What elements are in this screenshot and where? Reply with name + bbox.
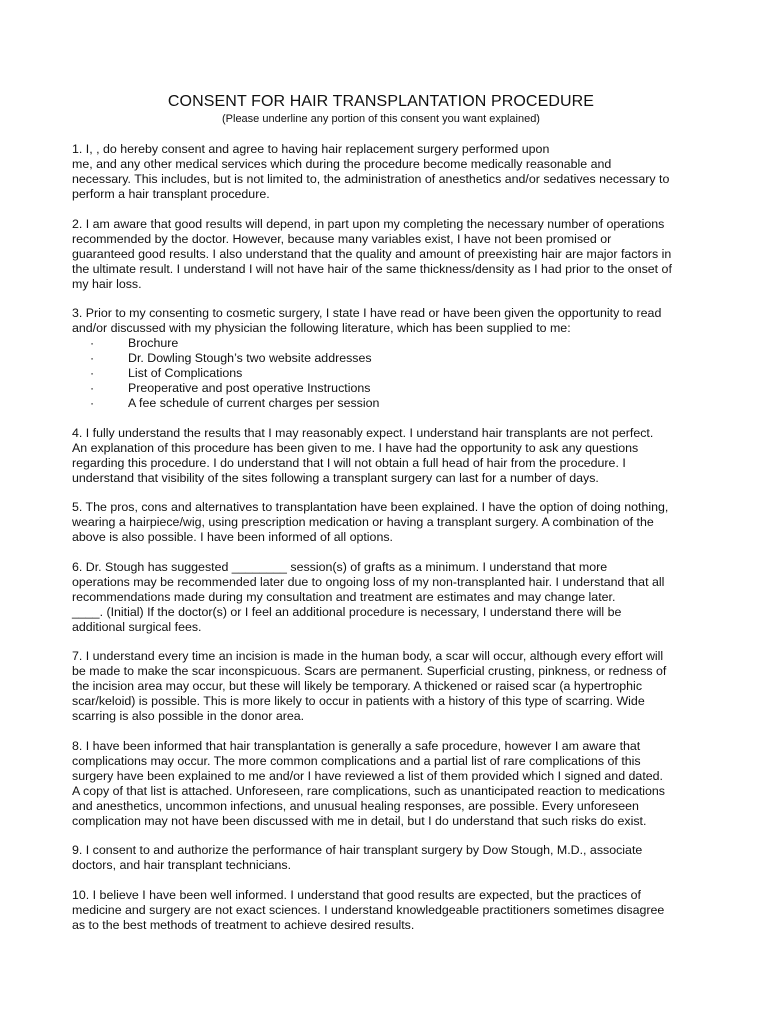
document-subtitle: (Please underline any portion of this consent you want explained) xyxy=(222,113,540,125)
paragraph-3 xyxy=(72,306,690,411)
literature-list xyxy=(72,336,690,411)
paragraph-10: 10. I believe I have been well informed. I understand that good results are expected, but the practices of medicine and surgery are not exact sciences. I understand knowledgeable practitioners sometimes disagree as to the best methods of treatment to achieve desired results. xyxy=(72,887,665,932)
consent-document xyxy=(72,92,690,947)
paragraph-5: 5. The pros, cons and alternatives to transplantation have been explained. I have the option of doing nothing, wearing a hairpiece/wig, using prescription medication or having a transplant surgery. A combination of the above is also possible. I have been informed of all options. xyxy=(72,500,669,544)
bullet-icon: · xyxy=(90,381,95,395)
list-item-label: Preoperative and post operative Instructions xyxy=(128,381,371,395)
list-item-label: Dr. Dowling Stough’s two website addresses xyxy=(128,351,372,365)
bullet-icon: · xyxy=(90,336,95,350)
list-item-label: A fee schedule of current charges per session xyxy=(128,396,380,410)
paragraph-3-intro: 3. Prior to my consenting to cosmetic surgery, I state I have read or have been given the opportunity to read and/or discussed with my physician the following literature, which has been supplied to me: xyxy=(72,306,662,335)
paragraph-4: 4. I fully understand the results that I may reasonably expect. I understand hair transplants are not perfect. An explanation of this procedure has been given to me. I have had the opportunity to ask any questions regarding this procedure. I do understand that I will not obtain a full head of hair from the procedure. I understand that visibility of the sites following a transplant surgery can last for a number of days. xyxy=(72,425,654,485)
paragraph-1: 1. I, , do hereby consent and agree to having hair replacement surgery performed upon me, and any other medical services which during the procedure become medically reasonable and necessary. This includes, but is not limited to, the administration of anesthetics and/or sedatives necessary to perform a hair transplant procedure. xyxy=(72,142,670,201)
paragraph-7: 7. I understand every time an incision is made in the human body, a scar will occur, although every effort will be made to make the scar inconspicuous. Scars are permanent. Superficial crusting, pinkness, or redness of the incision area may occur, but these will likely be temporary. A thickened or raised scar (a hypertrophic scar/keloid) is possible. This is more likely to occur in patients with a history of this type of scarring. Wide scarring is also possible in the donor area. xyxy=(72,649,667,723)
bullet-icon: · xyxy=(90,351,95,365)
list-item xyxy=(72,396,690,411)
bullet-icon: · xyxy=(90,396,95,410)
paragraph-8: 8. I have been informed that hair transplantation is generally a safe procedure, however I am aware that complications may occur. The more common complications and a partial list of rare complications of this surgery have been explained to me and/or I have reviewed a list of them provided which I signed and dated. A copy of that list is attached. Unforeseen, rare complications, such as unanticipated reaction to medications and anesthetics, uncommon infections, and unusual healing responses, are possible. Every unforeseen complication may not have been discussed with me in detail, but I do understand that such risks do exist. xyxy=(72,738,666,828)
bullet-icon: · xyxy=(90,366,95,380)
list-item-label: Brochure xyxy=(128,336,179,350)
paragraph-6: 6. Dr. Stough has suggested ________ session(s) of grafts as a minimum. I understand that more operations may be recommended later due to ongoing loss of my non-transplanted hair. I understand that all recommendations made during my consultation and treatment are estimates and may change later. ____. (Initial) If the doctor(s) or I feel an additional procedure is necessary, I understand there will be additional surgical fees. xyxy=(72,559,665,634)
paragraph-9: 9. I consent to and authorize the performance of hair transplant surgery by Dow Stough, M.D., associate doctors, and hair transplant technicians. xyxy=(72,843,643,872)
paragraph-2: 2. I am aware that good results will depend, in part upon my completing the necessary number of operations recommended by the doctor. However, because many variables exist, I have not been promised or guaranteed good results. I also understand that the quality and amount of preexisting hair are major factors in the ultimate result. I understand I will not have hair of the same thickness/density as I had prior to the onset of my hair loss. xyxy=(72,216,672,291)
list-item xyxy=(72,351,690,366)
list-item-label: List of Complications xyxy=(128,366,243,380)
document-title: CONSENT FOR HAIR TRANSPLANTATION PROCEDURE xyxy=(167,93,595,110)
list-item xyxy=(72,336,690,351)
list-item xyxy=(72,381,690,396)
list-item xyxy=(72,366,690,381)
